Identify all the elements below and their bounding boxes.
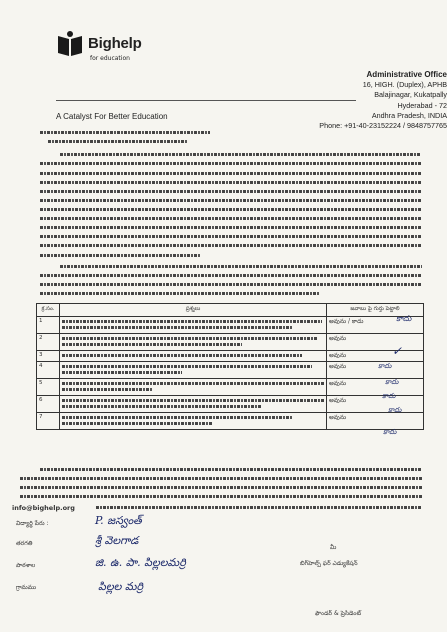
row-number: 4 [37, 362, 60, 379]
office-phone: Phone: +91-40-23152224 / 9848757765 [319, 121, 447, 131]
table-header-row [37, 304, 424, 317]
row-answer: అవును [327, 379, 424, 396]
class-value: శ్రీ వెలగాడ [95, 534, 139, 547]
label-student-name: విద్యార్థి పేరు : [16, 520, 49, 527]
row-question [60, 413, 327, 430]
table-row [37, 396, 424, 413]
header-rule [56, 100, 356, 101]
contact-email: info@bighelp.org [12, 504, 75, 512]
row-answer: అవును / కాదు [327, 317, 424, 334]
school-value: జి. ఉ. పా. పిల్లలమర్రి [95, 556, 186, 569]
row-answer: అవును [327, 351, 424, 362]
label-class: తరగతి [16, 540, 33, 547]
student-name-value: P. జస్వంత్ [95, 514, 142, 527]
row-answer: అవును [327, 413, 424, 430]
table-row [37, 334, 424, 351]
book-logo-icon [56, 30, 84, 58]
village-value: పిల్లల మర్రి [98, 580, 144, 593]
row-number: 6 [37, 396, 60, 413]
handwritten-mark: కాదు [378, 362, 392, 370]
row-question [60, 334, 327, 351]
row-question [60, 379, 327, 396]
handwritten-mark: కాదు [382, 392, 396, 400]
signatory-designation: ఫౌండర్ & ప్రెసిడెంట్ [315, 610, 362, 617]
office-line: 16, HIGH. (Duplex), APHB [362, 80, 447, 90]
table-row [37, 413, 424, 430]
row-number: 7 [37, 413, 60, 430]
brand-name: Bighelp [88, 35, 142, 52]
office-line: Hyderabad - 72 [397, 100, 447, 110]
table-row [37, 362, 424, 379]
row-question [60, 362, 327, 379]
handwritten-check: ✓ [392, 344, 403, 358]
row-number: 3 [37, 351, 60, 362]
handwritten-mark: కాదు [388, 406, 402, 414]
table-row [37, 317, 424, 334]
table-row [37, 379, 424, 396]
office-line: Andhra Pradesh, INDIA [371, 110, 447, 120]
col-header-questions: ప్రశ్నలు [60, 304, 327, 317]
label-school: పాఠశాల [16, 562, 36, 569]
row-question [60, 351, 327, 362]
office-line: Balajinagar, Kukatpally [374, 90, 447, 100]
row-answer: అవును [327, 396, 424, 413]
row-question [60, 396, 327, 413]
row-question [60, 317, 327, 334]
closing-word: మీ [330, 544, 337, 551]
office-title: Administrative Office [366, 70, 447, 79]
col-header-no: క్ర.సం. [37, 304, 60, 317]
row-answer: అవును [327, 334, 424, 351]
handwritten-mark: కాదు [383, 428, 397, 436]
row-answer: అవును [327, 362, 424, 379]
col-header-answer: జవాబు పై గుర్తు పెట్టాలి [327, 304, 424, 317]
row-number: 2 [37, 334, 60, 351]
tagline: A Catalyst For Better Education [56, 112, 168, 121]
questions-table [36, 303, 424, 430]
signatory-name: బిగ్‌హెల్ప్ ఫర్ ఎడ్యుకేషన్ [300, 560, 358, 567]
table-row [37, 351, 424, 362]
handwritten-mark: కాదు [396, 314, 412, 323]
row-number: 5 [37, 379, 60, 396]
brand-subtitle: for education [90, 55, 130, 62]
label-village: గ్రామము [16, 584, 37, 591]
handwritten-mark: కాదు [385, 378, 399, 386]
row-number: 1 [37, 317, 60, 334]
